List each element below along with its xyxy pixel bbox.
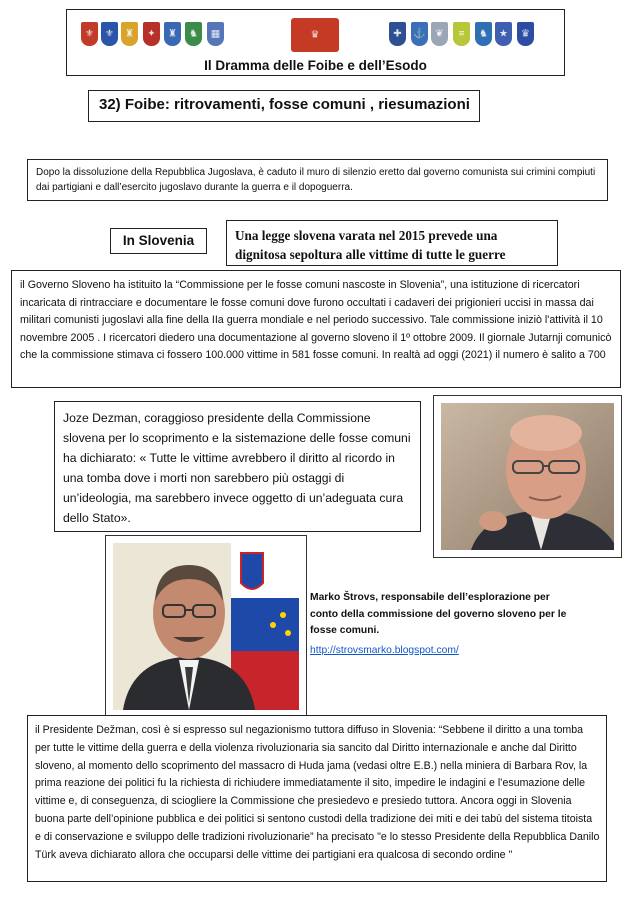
intro-text: Dopo la dissoluzione della Repubblica Jugoslava, è caduto il muro di silenzio eretto dal governo comunista sui crimini compiuti dai partigiani e dall’esercito jugoslavo durante la guerra e il dopoguerra.	[36, 167, 596, 193]
dezman-quote-text: Joze Dezman, coraggioso presidente della Commissione slovena per lo scoprimento e la sistemazione delle fosse comuni ha dichiarato: « Tutte le vittime avrebbero il diritto al ricordo in una tomba dove i morti non sarebbero più ostaggi di un’ideologia, ma sarebbero invece oggetto di un’adeguata cura dello Stato».	[63, 411, 411, 525]
crest-anchor-icon: ⚓	[411, 22, 428, 46]
strovs-caption	[310, 590, 576, 672]
crest-fleur-de-lis-icon: ⚜	[101, 22, 118, 46]
strovs-caption-text: Marko Štrovs, responsabile dell’esplorazione per conto della commissione del governo sloveno per le fosse comuni.	[310, 592, 567, 636]
crest-red-shield-icon: ⚜	[81, 22, 98, 46]
crest-checkered-icon: ▦	[207, 22, 224, 46]
crest-star-icon: ★	[495, 22, 512, 46]
dezman-photo	[433, 395, 622, 558]
header-banner	[66, 9, 565, 76]
crests-row	[67, 16, 564, 56]
crest-horse-icon: ♞	[475, 22, 492, 46]
page-title: Il Dramma delle Foibe e dell’Esodo	[204, 58, 427, 73]
law-note-box	[226, 220, 558, 266]
crest-red-eagle-icon: ✦	[143, 22, 160, 46]
strovs-blog-link[interactable]: http://strovsmarko.blogspot.com/	[310, 644, 459, 656]
intro-box	[27, 159, 608, 201]
in-slovenia-label-box	[110, 228, 207, 254]
crest-green-goat-icon: ♞	[185, 22, 202, 46]
crest-tower-icon: ♜	[164, 22, 181, 46]
section-subtitle-text: 32) Foibe: ritrovamenti, fosse comuni , riesumazioni	[99, 96, 470, 113]
law-note-text: Una legge slovena varata nel 2015 prevede una dignitosa sepoltura alle vittime di tutte le guerre	[235, 228, 506, 262]
strovs-photo	[105, 535, 307, 718]
crest-blue-shield-icon: ✚	[389, 22, 406, 46]
venetian-lion-flag-icon: ♛	[291, 18, 339, 52]
crest-laurel-icon: ❦	[431, 22, 448, 46]
crest-lion-icon: ♛	[517, 22, 534, 46]
crest-stripes-icon: ≡	[453, 22, 470, 46]
negationism-box	[27, 715, 607, 882]
dezman-quote-box	[54, 401, 421, 532]
government-commission-text: il Governo Sloveno ha istituito la “Commissione per le fosse comuni nascoste in Slovenia”, una istituzione di ricercatori incaricata di rintracciare e documentare le fosse comuni dove furono occultati i cadaveri dei prigionieri uccisi in massa dai militari comunisti jugoslavi alla fine della IIa guerra mondiale e nel periodo successivo. Tale commissione iniziò l'attività il 10 novembre 2005 . I ricercatori diedero una documentazione al governo sloveno il 1º ottobre 2009. Il giornale Jutarnji comunicò che la commissione stimava ci fossero 100.000 vittime in 581 fosse comuni. In realtà ad oggi (2021) il numero è salito a 700	[20, 279, 612, 362]
section-subtitle	[88, 90, 480, 122]
crest-castle-icon: ♜	[121, 22, 138, 46]
in-slovenia-label: In Slovenia	[122, 233, 195, 248]
negationism-text: il Presidente Dežman, così è si espresso sul negazionismo tuttora diffuso in Slovenia: “Sebbene il diritto a una tomba per tutte le vittime della guerra e della violenza rivoluzionaria sia sancito dal Diritto internazionale e anche dal Diritto sloveno, al momento dello scoprimento del massacro di Huda jama (vedasi oltre E.B.) nella miniera di Barbara Rov, la prima reazione dei politici fu la richiesta di richiudere immediatamente il sito, impedire le indagini e l’esumazione delle vittime e, di conseguenza, di sciogliere la Commissione che presiedevo e presiedo tuttora. Ancora oggi in Slovenia buona parte dell’opinione pubblica e dei politici si sentono custodi della tradizione dei miti e dei tabù del sistema titoista e di conservazione e sviluppo delle tradizioni rivoluzionarie” ha precisato "e lo stesso Presidente della Repubblica Danilo Türk aveva dichiarato allora che occuparsi delle vittime dei partigiani era qualcosa di secondo ordine "	[35, 724, 600, 861]
government-commission-box	[11, 270, 621, 388]
